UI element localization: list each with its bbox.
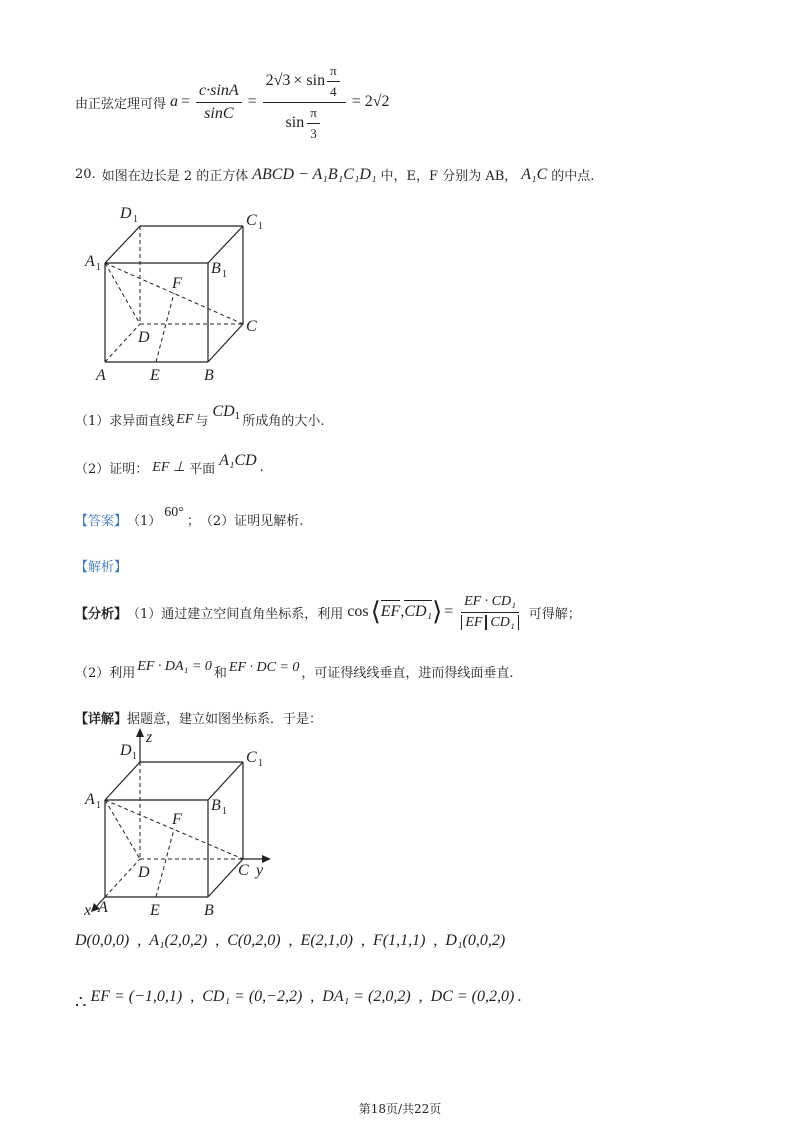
fig2-label-a: A [98, 899, 108, 916]
question-1 [75, 402, 325, 429]
label-b1: B [211, 260, 221, 277]
fenxi-tag: 【分析】 [75, 606, 128, 622]
answer-p1: （1） [127, 514, 162, 529]
fenxi-text2: 可得解； [528, 606, 581, 622]
fenxi-vec-cd1: CD₁ [404, 603, 433, 620]
vec-da1-value: DA₁ = (2,0,2) [322, 987, 411, 1005]
q2-planename: A₁CD [219, 451, 257, 469]
q2-ef: EF ⊥ [152, 460, 186, 475]
label-d: D [138, 329, 150, 346]
label-c1: C [246, 212, 257, 229]
coord-c: C(0,2,0) [227, 932, 281, 949]
sine-law-den1: sinC [204, 104, 234, 122]
label-b1-sub: 1 [222, 269, 227, 280]
q1-with: 与 [195, 414, 209, 429]
z-axis-arrow-icon [136, 728, 144, 737]
sine-law-num2-coef: 2√3 [265, 72, 291, 89]
sine-law-den2 [283, 103, 326, 142]
label-b: B [204, 367, 214, 384]
fig2-label-b1-sub: 1 [222, 806, 227, 817]
fig2-label-x: x [84, 902, 92, 919]
sine-law-line [75, 62, 390, 142]
label-f: F [172, 275, 182, 292]
four-denominator: 4 [330, 83, 337, 99]
fig2-label-d: D [138, 864, 150, 881]
label-a: A [96, 367, 106, 384]
fig2-label-c1-sub: 1 [258, 758, 263, 769]
coord-d: D(0,0,0) [75, 932, 130, 949]
fenxi-angle-bracket-close: ⟩ [432, 597, 443, 626]
sine-law-fraction-1 [196, 82, 242, 123]
step2-expr2: EF · DC = 0 [228, 659, 300, 675]
answer-angle: 60° [164, 504, 184, 520]
problem-number: 20. [75, 167, 96, 182]
analysis-tag: 【解析】 [75, 560, 128, 575]
fig2-label-y: y [256, 862, 264, 879]
vec-dc-value: DC = (0,2,0) [430, 987, 515, 1005]
hidden-e-f [156, 293, 174, 362]
edge-b-c [208, 324, 243, 362]
cube-figure-1 [80, 200, 280, 390]
fig2-label-c: C [238, 862, 249, 879]
sine-law-den2-sin: sin [285, 114, 305, 131]
label-d1: D [120, 205, 132, 222]
sine-law-pi-over-4 [327, 63, 340, 100]
label-d1-sub: 1 [133, 214, 138, 225]
fenxi-comma: , [400, 603, 405, 620]
vec-cd1-value: CD₁ = (0,−2,2) [202, 987, 303, 1005]
step2-line [75, 658, 514, 681]
fig2-label-z: z [146, 729, 153, 746]
edge-b1-c1 [208, 226, 243, 263]
fenxi-vec-ef: EF [380, 603, 401, 620]
sine-law-num1: c·sinA [196, 82, 242, 103]
fig2-label-d1-sub: 1 [132, 751, 137, 762]
fenxi-eq: = [444, 603, 454, 620]
coord-d1: D₁(0,0,2) [445, 932, 506, 949]
fenxi-fraction [458, 594, 521, 631]
q1-prefix: （1）求异面直线 [75, 414, 175, 429]
label-a1: A [85, 253, 95, 270]
answer-p2: （2）证明见解析. [199, 514, 304, 529]
step2-suffix: ，可证得线线垂直，进而得线面垂直. [301, 666, 514, 681]
label-c1-sub: 1 [258, 221, 263, 232]
sine-law-fraction-2 [263, 63, 346, 142]
fig2-label-c1: C [246, 749, 257, 766]
coord-e: E(2,1,0) [300, 932, 353, 949]
three-denominator: 3 [310, 125, 317, 141]
answer-tag: 【答案】 [75, 514, 128, 529]
sine-law-num2-mul: × sin [293, 72, 326, 89]
fenxi-num: EF · CD₁ [461, 594, 519, 613]
q2-dot: . [259, 460, 264, 475]
hidden-a1-d [105, 263, 140, 324]
sine-law-num2 [263, 63, 346, 103]
fenxi-text1: （1）通过建立空间直角坐标系，利用 [127, 606, 344, 622]
detail-tag: 【详解】 [75, 712, 128, 727]
step2-and: 和 [213, 666, 227, 681]
fig2-label-e: E [150, 902, 160, 919]
label-e: E [150, 367, 160, 384]
fenxi-cos: cos [347, 603, 369, 620]
q2-prefix: （2）证明： [75, 462, 149, 477]
vectors-line: ∴ EF = (−1,0,1) , CD₁ = (0,−2,2) , DA₁ = (2,0,2) , DC = (0,2,0) . [75, 987, 522, 1012]
problem-text-mid: 中，E，F 分别为 AB， [380, 169, 518, 184]
fig2-label-a1: A [85, 791, 95, 808]
label-c: C [246, 318, 257, 335]
sine-law-a: a [170, 93, 179, 110]
problem-text-before: 如图在边长是 2 的正方体 [101, 169, 249, 184]
cube-figure-2 [80, 725, 280, 925]
vectors-end: . [517, 987, 522, 1005]
answer-sep: ； [186, 514, 200, 529]
answer-line [75, 504, 304, 529]
fenxi-line [75, 584, 581, 640]
fig2-label-b1: B [211, 797, 221, 814]
pi-numerator: π [327, 63, 340, 82]
q2-plane: 平面 [189, 462, 216, 477]
y-axis-arrow-icon [262, 855, 271, 863]
label-a1-sub: 1 [96, 262, 101, 273]
page-footer: 第18页/共22页 [358, 1102, 442, 1116]
q1-cd1: CD [212, 402, 235, 420]
detail-text: 据题意，建立如图坐标系．于是： [127, 712, 323, 727]
vec-ef-value: EF = (−1,0,1) [90, 987, 183, 1005]
sine-law-result: = 2√2 [351, 93, 390, 110]
problem-20 [75, 165, 594, 184]
coord-f: F(1,1,1) [372, 932, 426, 949]
fig2-label-f: F [172, 811, 182, 828]
segment-a1c: A₁C [521, 165, 548, 183]
problem-text-after: 的中点. [551, 169, 595, 184]
step2-expr1: EF · DA₁ = 0 [137, 658, 212, 674]
sine-law-eq1: = [181, 93, 191, 110]
fenxi-den [458, 613, 521, 631]
q1-ef: EF [176, 411, 194, 427]
fig2-label-a1-sub: 1 [96, 800, 101, 811]
fig2-label-b: B [204, 902, 214, 919]
cube-name: ABCD − A₁B₁C₁D₁ [252, 165, 377, 183]
q1-cd1-sub: 1 [234, 411, 241, 422]
fenxi-den-ef: EF [461, 615, 486, 630]
coord-a1: A₁(2,0,2) [149, 932, 208, 949]
pi-numerator-2: π [307, 105, 320, 124]
coords-line: D(0,0,0) , A₁(2,0,2) , C(0,2,0) , E(2,1,0) , F(1,1,1) , D₁(0,0,2) [75, 932, 506, 949]
fenxi-angle-bracket: ⟨ [370, 597, 381, 626]
sine-law-prefix: 由正弦定理可得 [75, 96, 167, 112]
step2-prefix: （2）利用 [75, 666, 136, 681]
sine-law-pi-over-3 [307, 105, 320, 142]
fig2-label-d1: D [120, 742, 132, 759]
therefore-symbol: ∴ [75, 992, 87, 1012]
hidden-a-d [105, 324, 140, 362]
question-2 [75, 451, 264, 477]
fenxi-den-cd1: CD₁ [486, 615, 518, 630]
sine-law-eq2: = [247, 93, 257, 110]
q1-suffix: 所成角的大小. [242, 414, 325, 429]
edge-a1-d1 [105, 226, 140, 263]
